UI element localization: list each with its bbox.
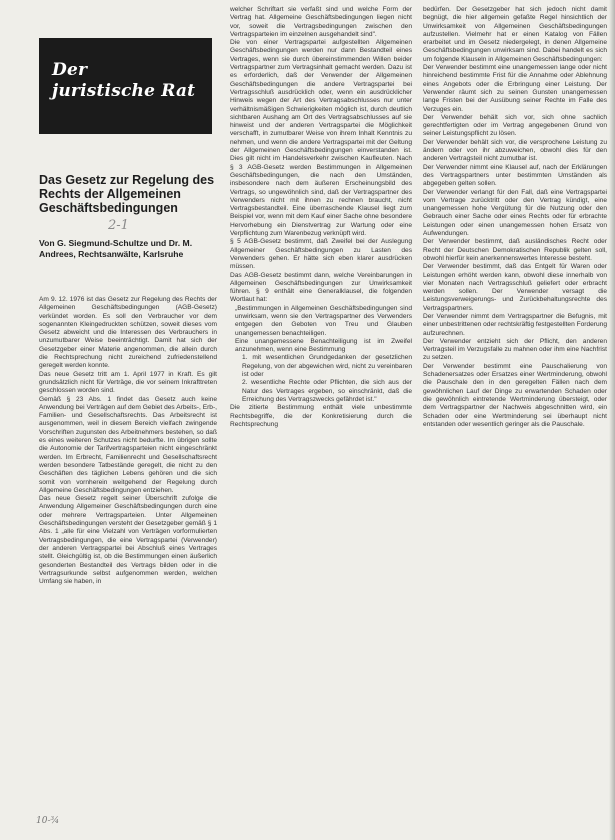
paragraph: Der Verwender bestimmt eine Pauschalierung von Schadenersatzes oder Ersatzes einer Wertminderung, obwohl die Pauschale den in den geregelten Fällen nach dem gewöhnlichen Lauf der Dinge zu erwartenden Schaden oder die gewöhnlich eintretende Wertminderung übersteigt, oder dem Vertragspartner der Nachweis abgeschnitten wird, ein Schaden oder eine Wertminderung sei überhaupt nicht entstanden oder wesentlich geringer als die Pauschale. bbox=[423, 362, 607, 428]
paragraph: § 5 AGB-Gesetz bestimmt, daß Zweifel bei der Auslegung Allgemeiner Geschäftsbedingungen zu Lasten des Verwenders gehen. Er hätte sich eben klarer ausdrücken müssen. bbox=[230, 238, 412, 271]
paragraph: Der Verwender verlangt für den Fall, daß eine Vertragspartei vom Vertrage zurücktritt oder den Vertrag kündigt, eine unangemessen hohe Vergütung für die Nutzung oder den Gebrauch einer Sache oder eines Rechts oder für erbrachte Leistungen oder einen unangemessen hohen Ersatz von Aufwendungen. bbox=[423, 188, 607, 238]
quote-paragraph: Eine unangemessene Benachteiligung ist im Zweifel anzunehmen, wenn eine Bestimmung bbox=[235, 337, 412, 354]
paragraph: Der Verwender bestimmt, daß ausländisches Recht oder Recht der Deutschen Demokratischen Republik gelten soll, obwohl hierfür kein anerkennenswertes Interesse besteht. bbox=[423, 238, 607, 262]
quote-list-item: 2. wesentliche Rechte oder Pflichten, die sich aus der Natur des Vertrages ergeben, so einschränkt, daß die Erreichung des Vertragszwecks gefährdet ist." bbox=[242, 379, 412, 403]
paragraph: Der Verwender bestimmt eine unangemessen lange oder nicht hinreichend bestimmte Frist für die Annahme oder Ablehnung eines Angebots oder die Erbringung einer Leistung. Der Verwender räumt sich zu seinen Gunsten unangemessen lange Fristen bei der Ausübung seiner Rechte im Falle des Verzuges ein. bbox=[423, 64, 607, 113]
section-title-line2: juristische Rat bbox=[52, 81, 196, 101]
quote-paragraph: „Bestimmungen in Allgemeinen Geschäftsbedingungen sind unwirksam, wenn sie den Vertragspartner des Verwenders entgegen den Geboten von Treu und Glauben unangemessen benachteiligen. bbox=[235, 304, 412, 337]
paragraph: Der Verwender behält sich vor, sich ohne sachlich gerechtfertigten oder im Vertrag angegebenen Grund von seiner Leistungspflicht zu lösen. bbox=[423, 113, 607, 138]
article-headline: Das Gesetz zur Regelung des Rechts der Allgemeinen Geschäftsbedingungen bbox=[39, 173, 215, 215]
page-edge-shadow bbox=[609, 0, 615, 840]
paragraph: Der Verwender nimmt eine Klausel auf, nach der Erklärungen des Vertragspartners unter bestimmten Umständen als abgegeben gelten sollen. bbox=[423, 163, 607, 188]
text-column-2 bbox=[230, 6, 412, 429]
paragraph: Der Verwender behält sich vor, die versprochene Leistung zu ändern oder von ihr abzuweichen, obwohl dies für den anderen Vertragsteil nicht zumutbar ist. bbox=[423, 138, 607, 163]
paragraph: Die zitierte Bestimmung enthält viele unbestimmte Rechtsbegriffe, die der Konkretisierung durch die Rechtsprechung bbox=[230, 404, 412, 428]
section-title-box bbox=[39, 38, 212, 134]
paragraph: Am 9. 12. 1976 ist das Gesetz zur Regelung des Rechts der Allgemeinen Geschäftsbedingungen (AGB-Gesetz) verkündet worden. Es soll den Verbraucher vor dem sogenannten Kleingedruckten schützen, soweit dieses vom Gesetz abweicht und die Interessen des Verbrauchers in unzumutbarer Weise beeinträchtigt. Damit hat sich der Gesetzgeber einer Materie angenommen, die allein durch die Rechtsprechung nicht zureichend zufriedenstellend geregelt werden konnte. bbox=[39, 296, 217, 370]
page-mark: 10-¾ bbox=[36, 816, 60, 826]
article-authors: Von G. Siegmund-Schultze und Dr. M. Andrees, Rechtsanwälte, Karlsruhe bbox=[39, 238, 193, 259]
paragraph: Der Verwender bestimmt, daß das Entgelt für Waren oder Leistungen erhöht werden kann, obwohl diese innerhalb von vier Monaten nach Vertragsschluß geliefert oder erbracht werden sollen. Der Verwender versagt die Leistungsverweigerungs- und Zurückbehaltungsrechte des Vertragspartners. bbox=[423, 263, 607, 312]
section-title-line1: Der bbox=[52, 60, 88, 80]
paragraph: Gemäß § 23 Abs. 1 findet das Gesetz auch keine Anwendung bei Verträgen auf dem Gebiet des Arbeits-, Erb-, Familien- und Gesellschaftsrechts. Das Arbeitsrecht ist ausgenommen, weil in diesem Bereich vielfach zwingende Vorschriften zugunsten des Arbeitnehmers bestehen, so daß es eines weiteren Schutzes nicht bedurfte. Im übrigen sollte die Autonomie der Tarifvertragsparteien nicht eingeschränkt werden. Im Erbrecht, Familienrecht und Gesellschaftsrecht werden besondere Tatbestände geregelt, die nicht zu den Geschäften des täglichen Lebens gehören und die sich somit von vornherein weitgehend der Regelung durch Allgemeine Geschäftsbedingungen entziehen. bbox=[39, 395, 217, 494]
quote-list-item: 1. mit wesentlichen Grundgedanken der gesetzlichen Regelung, von der abgewichen wird, nicht zu vereinbaren ist oder bbox=[242, 354, 412, 379]
paragraph: welcher Schriftart sie verfaßt sind und welche Form der Vertrag hat. Allgemeine Geschäftsbedingungen liegen nicht vor, soweit die Vertragsbedingungen zwischen den Vertragsparteien im einzelnen ausgehandelt sind". bbox=[230, 6, 412, 38]
text-column-3 bbox=[423, 6, 607, 429]
text-column-1 bbox=[39, 296, 217, 586]
paragraph: Das neue Gesetz tritt am 1. April 1977 in Kraft. Es gilt grundsätzlich nicht für Verträge, die vor seinem Inkrafttreten geschlossen worden sind. bbox=[39, 370, 217, 395]
paragraph: Die von einer Vertragspartei aufgestellten Allgemeinen Geschäftsbedingungen werden nur dann Bestandteil eines Vertrages, wenn sie durch übereinstimmenden Willen beider Vertragspartner zum Vertragsinhalt gemacht werden. Dazu ist es erforderlich, daß der Verwender der Allgemeinen Geschäftsbedingungen die andere Vertragspartei bei Vertragsschluß ausdrücklich oder, wenn ein ausdrücklicher Hinweis wegen der Art des Vertragsabschlusses nur unter verhältnismäßigen Schwierigkeiten möglich ist, durch deutlich sichtbaren Aushang am Ort des Vertragsabschlusses auf sie hinweist und der anderen Vertragspartei die Möglichkeit verschafft, in zumutbarer Weise von ihrem Inhalt Kenntnis zu nehmen, und wenn die andere Vertragspartei mit der Geltung der Allgemeinen Geschäftsbedingungen einverstanden ist. Dies gilt nicht im Handelsverkehr zwischen Kaufleuten. Nach § 3 AGB-Gesetz werden Bestimmungen in Allgemeinen Geschäftsbedingungen, die nach den Umständen, insbesondere nach dem äußeren Erscheinungsbild des Vertrags, so ungewöhnlich sind, daß der Vertragspartner des Verwenders nicht mit ihnen zu rechnen braucht, nicht Vertragsbestandteil. Eine überraschende Klausel liegt zum Beispiel vor, wenn mit dem Kauf einer Sache ohne besondere Hervorhebung ein Dienstvertrag zur Wartung oder eine Verpflichtung zum Warenbezug verknüpft wird. bbox=[230, 39, 412, 238]
paragraph: Das neue Gesetz regelt seiner Überschrift zufolge die Anwendung Allgemeiner Geschäftsbedingungen durch eine oder mehrere Vertragsparteien. Unter Allgemeinen Geschäftsbedingungen versteht der Gesetzgeber gemäß § 1 Abs. 1 „alle für eine Vielzahl von Verträgen vorformulierten Vertragsbedingungen, die eine Vertragspartei (Verwender) der anderen Vertragspartei bei Abschluß eines Vertrages stellt. Gleichgültig ist, ob die Bestimmungen einen äußerlich gesonderten Bestandteil des Vertrags bilden oder in die Vertragsurkunde selbst aufgenommen werden, welchen Umfang sie haben, in bbox=[39, 495, 217, 586]
paragraph: Der Verwender nimmt dem Vertragspartner die Befugnis, mit einer unbestrittenen oder rechtskräftig festgestellten Forderung aufzurechnen. bbox=[423, 312, 607, 337]
paragraph: Das AGB-Gesetz bestimmt dann, welche Vereinbarungen in Allgemeinen Geschäftsbedingungen zur Unwirksamkeit führen. § 9 enthält eine Generalklausel, die folgenden Wortlaut hat: bbox=[230, 271, 412, 304]
paragraph: Der Verwender entzieht sich der Pflicht, den anderen Vertragsteil im Verzugsfalle zu mahnen oder ihm eine Nachfrist zu setzen. bbox=[423, 337, 607, 362]
handwritten-note: 2-1 bbox=[108, 218, 129, 233]
paragraph: bedürfen. Der Gesetzgeber hat sich jedoch nicht damit begnügt, die hier allgemein gefaßte Regel hinsichtlich der Unwirksamkeit von Allgemeinen Geschäftsbedingungen aufzustellen. Vielmehr hat er einen Katalog von Fällen erarbeitet und im Gesetz niedergelegt, in denen Allgemeine Geschäftsbedingungen unwirksam sind. Dabei handelt es sich um folgende Klauseln in Allgemeinen Geschäftsbedingungen: bbox=[423, 6, 607, 63]
